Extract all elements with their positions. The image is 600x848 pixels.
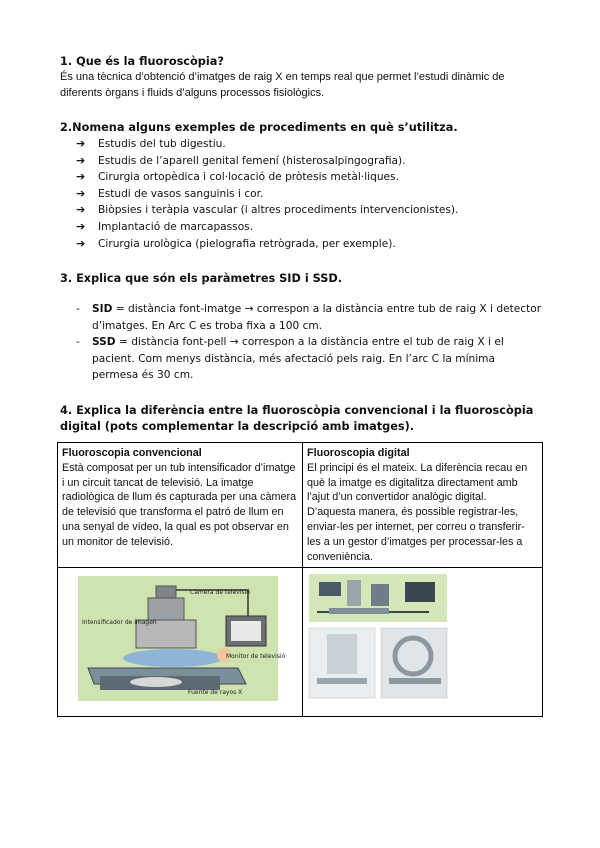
digital-cell [303, 443, 543, 568]
arrow-icon: ➔ [76, 203, 86, 217]
conventional-cell [58, 443, 303, 568]
parameters-list [60, 301, 542, 384]
camera-label: Càmera de televisió [190, 589, 250, 597]
q1-heading: 1. Que és la fluoroscòpia? [60, 55, 224, 68]
arrow-icon: ➔ [76, 186, 86, 200]
conventional-fluoroscopy-diagram [78, 576, 286, 701]
arrow-icon: ➔ [76, 170, 86, 184]
arrow-icon: ➔ [76, 219, 86, 233]
table-row [58, 568, 543, 717]
list-item: ➔ Biòpsies i teràpia vascular (i altres procediments intervencionistes). [76, 202, 542, 219]
conventional-text: Està composat per un tub intensificador d’imatge i un circuit tancat de televisió. La imatge radiològica de llum és capturada per una càmera de televisió que transforma el patró de llum en una senyal de vídeo, la qual es pot observar en un monitor de televisió. [62, 461, 297, 548]
digital-text: El principi és el mateix. La diferència recau en què la imatge es digitalitza directament amb l’ajut d’un convertidor analògic digital. D’aquesta manera, és possible registrar-les, enviar-les per internet, per correu o transferir-les a un gestor d’imatges per processar-les a conveniència. [307, 461, 528, 563]
table-row [58, 443, 543, 568]
list-item: ➔ Cirurgia ortopèdica i col·locació de pròtesis metàl·liques. [76, 169, 542, 186]
monitor-label: Monitor de televisió [226, 653, 286, 661]
q3-heading: 3. Explica que són els paràmetres SID i SSD. [60, 272, 343, 286]
list-item: - SSD = distància font-pell → correspon a la distància entre el tub de raig X i el pacient. Com menys distància, més afectació pels raig. En l’arc C la mínima permesa és 30 cm. [76, 336, 504, 382]
procedures-list [60, 136, 542, 252]
q2-heading: 2.Nomena alguns exemples de procediments en què s’utilitza. [60, 121, 458, 134]
source-label: Fuente de rayos X [188, 689, 243, 697]
conventional-image-cell [58, 568, 303, 717]
arrow-icon: ➔ [76, 236, 86, 250]
list-item: ➔ Estudis de l’aparell genital femení (histerosalpingografia). [76, 153, 542, 170]
ssd-term: SSD [92, 336, 116, 349]
conventional-title: Fluoroscopia convencional [62, 447, 202, 459]
list-item: ➔ Implantació de marcapassos. [76, 219, 542, 236]
list-item: ➔ Cirurgia urològica (pielografia retrògrada, per exemple). [76, 236, 542, 253]
arrow-icon: ➔ [76, 153, 86, 167]
list-item: - SID = distància font-imatge → correspon a la distància entre tub de raig X i detector d’imatges. En Arc C es troba fixa a 100 cm. [76, 303, 542, 332]
digital-image-cell [303, 568, 543, 717]
intensifier-label: Intensificador de imagen [82, 619, 157, 627]
list-item: ➔ Estudi de vasos sanguinis i cor. [76, 186, 542, 203]
sid-term: SID [92, 303, 113, 316]
arrow-icon: ➔ [76, 137, 86, 150]
list-item: ➔ Estudis del tub digestiu. [76, 136, 542, 153]
digital-fluoroscopy-images [309, 574, 447, 699]
digital-title: Fluoroscopia digital [307, 447, 410, 459]
q1-body: És una tècnica d’obtenció d’imatges de raig X en temps real que permet l’estudi dinàmic de diferents òrgans i fluids d’alguns processos fisiològics. [60, 71, 505, 99]
document-page [60, 54, 542, 435]
comparison-table [57, 442, 543, 717]
q4-heading: 4. Explica la diferència entre la fluoroscòpia convencional i la fluoroscòpia digital (pots complementar la descripció amb imatges). [60, 403, 534, 433]
